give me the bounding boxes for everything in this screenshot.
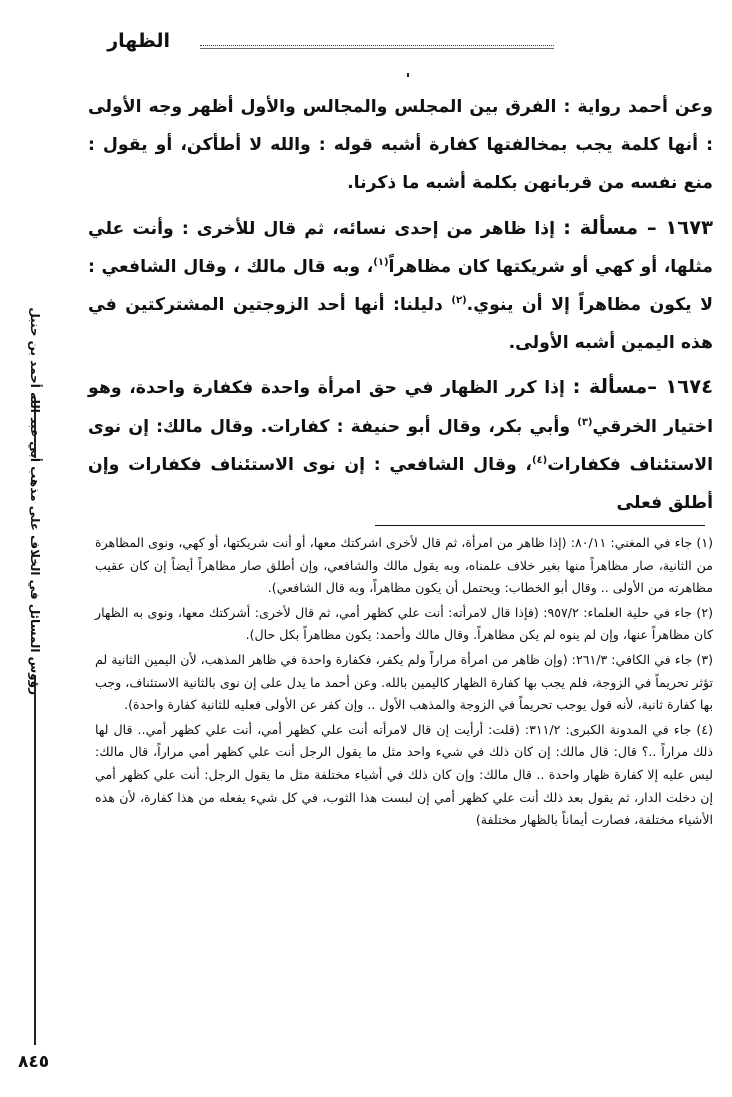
footnote-2: (٢) جاء في حلية العلماء: ٩٥٧/٢: (فإذا قال لامرأته: أنت علي كظهر أمي، ثم قال لأخرى: أشركتك معها، ونوى به الظهار كان مظاهراً عنها، وإن لم ينوه لم يكن مظاهراً. وقال مالك وأحمد: يكون مظاهراً بكل حال). xyxy=(95,604,713,643)
footnotes xyxy=(95,532,713,834)
issue-text: إذا ظاهر من إحدى نسائه، ثم قال للأخرى : وأنت علي مثلها، أو كهي أو شريكتها كان مظاهراً xyxy=(88,218,714,277)
footnote-ref[interactable]: (٣) xyxy=(577,416,593,428)
stray-mark xyxy=(407,73,409,77)
issue-heading: ١٦٧٤ –مسألة : xyxy=(572,375,713,399)
issue-text: ، وقال الشافعي : إن نوى الاستئناف فكفارات وإن أطلق فعلى xyxy=(88,454,713,514)
footnote-3: (٣) جاء في الكافي: ٢٦١/٣: (وإن ظاهر من امرأة مراراً ولم يكفر، فكفارة واحدة في ظاهر المذهب، لأن اليمين الثانية لم تؤثر تحريماً في الزوجة، فلم يجب بها كفارة الظهار كاليمين بالله. وعن أحمد ما يدل على إن نوى بالثانية الاستئناف، وجب بها كفارة ثانية، لأنه قول يوجب تحريماً في الزوجة والمذهب الأول .. وإن كفر عن الأولى فعليه للثانية كفارة واحدة). xyxy=(95,651,713,713)
footnote-4: (٤) جاء في المدونة الكبرى: ٣١١/٢: (قلت: أرأيت إن قال لامرأته أنت علي كظهر أمي، أنت علي كظهر أمي.. قال لها ذلك مراراً ..؟ قال: قال مالك: إن كان ذلك في شيء واحد مثل ما يقول الرجل أنت علي كظهر أمي مراراً، قال مالك: ليس عليه إلا كفارة ظهار واحدة .. قال مالك: وإن كان ذلك في أشياء مختلفة مثل ما يقول الرجل: أنت علي كظهر أمي إن دخلت الدار، ثم يقول بعد ذلك أنت علي كظهر أمي إن لبست هذا الثوب، في كل شيء يفعله من هذا كفارة، لأن هذه الأشياء مختلفة، فصارت أيماناً بالظهار مختلفة) xyxy=(95,721,713,828)
side-rule-bottom xyxy=(34,675,36,1045)
issue-heading: ١٦٧٣ – مسألة : xyxy=(563,215,713,239)
main-text xyxy=(88,88,713,522)
issue-1674 xyxy=(88,368,713,522)
footnote-divider xyxy=(375,525,705,526)
issue-text: إذا كرر الظهار في حق امرأة واحدة فكفارة واحدة، وهو اختيار الخرقي xyxy=(88,378,713,437)
issue-text: وأبي بكر، وقال أبو حنيفة : كفارات. وقال مالك: إن نوى الاستئناف فكفارات xyxy=(88,416,713,475)
footnote-ref[interactable]: (٤) xyxy=(531,455,548,467)
footnote-ref[interactable]: (٢) xyxy=(451,295,467,307)
header-rule-lower xyxy=(200,48,554,49)
issue-text: ، وبه قال مالك ، وقال الشافعي : لا يكون مظاهراً إلا أن ينوي. xyxy=(88,256,713,316)
page-number: ٨٤٥ xyxy=(18,1052,50,1072)
paragraph-intro: وعن أحمد رواية : الفرق بين المجلس والمجالس والأول أظهر وجه الأولى : أنها كلمة يجب بمخالفتها كفارة أشبه قوله : والله لا أطأكن، أو يقول : منع نفسه من قربانهن بكلمة أشبه ما ذكرنا. xyxy=(88,97,713,194)
header-rule xyxy=(200,45,554,46)
issue-1673 xyxy=(88,209,713,363)
issue-text: دليلنا: أنها أحد الزوجتين المشتركتين في هذه اليمين أشبه الأولى. xyxy=(88,295,713,354)
running-header-title: الظهار xyxy=(107,30,170,52)
book-title-side-label: رؤوس المسائل في الخلاف على مذهب أبي عبد الله أحمد بن حنبل xyxy=(28,307,42,695)
footnote-ref[interactable]: (١) xyxy=(373,257,389,269)
footnote-1: (١) جاء في المغني: ٨٠/١١: (إذا ظاهر من امرأة، ثم قال لأخرى اشركتك معها، أو أنت شريكتها، أو كهي، ونوى المظاهرة من الثانية، صار مظاهراً منها بغير خلاف علمناه، وبه يقول مالك والشافعي، وإن أطلق صار مظاهراً أيضاً إن كان عقيب مظاهرته من الأولى .. وقال أبو الخطاب: ويحتمل أن يكون مظاهراً، وبه قال الشافعي). xyxy=(95,535,713,596)
